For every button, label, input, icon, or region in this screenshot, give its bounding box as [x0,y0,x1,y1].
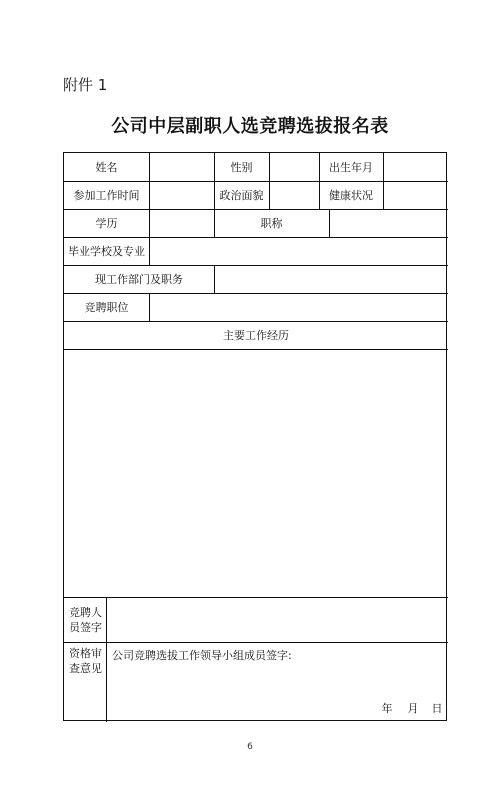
review-committee-signature-text: 公司竞聘选拔工作领导小组成员签字: [112,649,292,662]
applied-position-label: 竞聘职位 [84,301,129,314]
registration-form-table [63,152,447,721]
political-status-label: 政治面貌 [219,189,264,202]
gender-field[interactable] [269,153,319,181]
review-month-label: 月 [407,702,419,715]
political-status-field[interactable] [269,181,319,209]
name-label: 姓名 [95,161,118,174]
page-number: 6 [247,742,253,752]
name-field[interactable] [149,153,214,181]
work-start-field[interactable] [149,181,214,209]
review-label-line1: 资格审 [69,647,102,660]
review-label-line2: 查意见 [69,662,102,675]
professional-title-label: 职称 [260,217,283,230]
health-status-field[interactable] [383,181,448,209]
qualification-review-label [64,642,106,722]
work-experience-header: 主要工作经历 [223,329,289,342]
form-title: 公司中层副职人选竞聘选拔报名表 [111,116,389,137]
birth-date-field[interactable] [383,153,448,181]
attachment-label: 附件 1 [63,76,108,94]
gender-label: 性别 [230,161,253,174]
applicant-signature-field[interactable] [106,597,448,642]
work-start-label: 参加工作时间 [73,189,140,202]
row-divider [64,642,448,643]
work-experience-field[interactable] [64,349,448,597]
school-major-field[interactable] [149,237,448,265]
signature-label-line2: 员签字 [69,620,102,634]
health-status-label: 健康状况 [329,189,373,202]
education-label: 学历 [95,217,118,230]
department-position-label: 现工作部门及职务 [95,273,183,286]
applicant-signature-label [64,597,106,642]
school-major-label: 毕业学校及专业 [68,245,145,258]
review-year-label: 年 [381,702,393,715]
applied-position-field[interactable] [149,293,448,321]
signature-label-line1: 竞聘人 [69,605,102,619]
birth-date-label: 出生年月 [329,161,373,174]
review-day-label: 日 [431,702,443,715]
education-field[interactable] [149,209,214,237]
department-position-field[interactable] [214,265,448,293]
professional-title-field[interactable] [329,209,448,237]
